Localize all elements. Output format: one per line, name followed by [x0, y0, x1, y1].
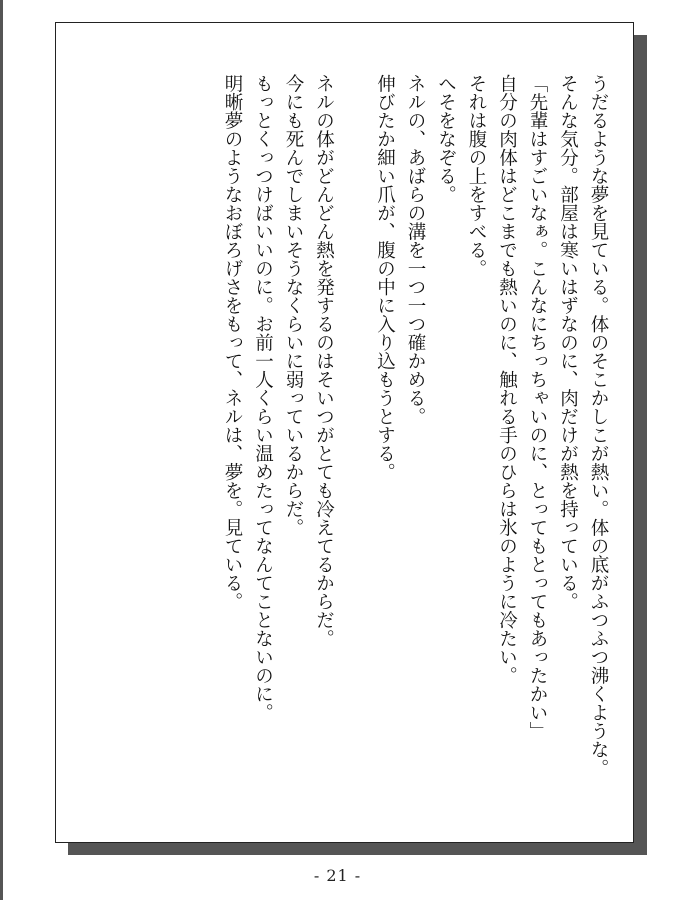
text-line-8: 伸びたか細い爪が、腹の中に入り込もうとする。 [374, 74, 396, 481]
text-line-2: そんな気分。部屋は寒いはずなのに、肉だけが熱を持っている。 [557, 74, 579, 611]
text-line-1: うだるような夢を見ている。体のそこかしこが熱い。体の底がふつふつ沸くような。 [588, 74, 609, 777]
text-line-5: それは腹の上をすべる。 [466, 74, 487, 278]
text-line-9: ネルの体がどんどん熱を発するのはそいつがとても冷えてるからだ。 [313, 74, 335, 648]
text-line-10: 今にも死んでしまいそうなくらいに弱っているからだ。 [283, 74, 304, 537]
text-line-11: もっとくっつけばいいのに。お前一人くらい温めたってなんてことないのに。 [252, 74, 274, 722]
vertical-text-body [217, 74, 614, 777]
text-line-12: 明晰夢のようなおぼろげさをもって、ネルは、夢を。見ている。 [222, 74, 243, 611]
paragraph-break [339, 74, 370, 754]
text-line-7: ネルの、あばらの溝を一つ一つ確かめる。 [405, 74, 426, 426]
text-line-6: へそをなぞる。 [435, 74, 457, 204]
page-number: - 21 - [313, 866, 362, 885]
text-line-3: 「先輩はすごいなぁ。こんなにちっちゃいのに、とってもとってもあったかい」 [527, 74, 548, 740]
viewer-left-edge [0, 0, 3, 900]
text-line-4: 自分の肉体はどこまでも熱いのに、触れる手のひらは氷のように冷たい。 [496, 74, 518, 685]
